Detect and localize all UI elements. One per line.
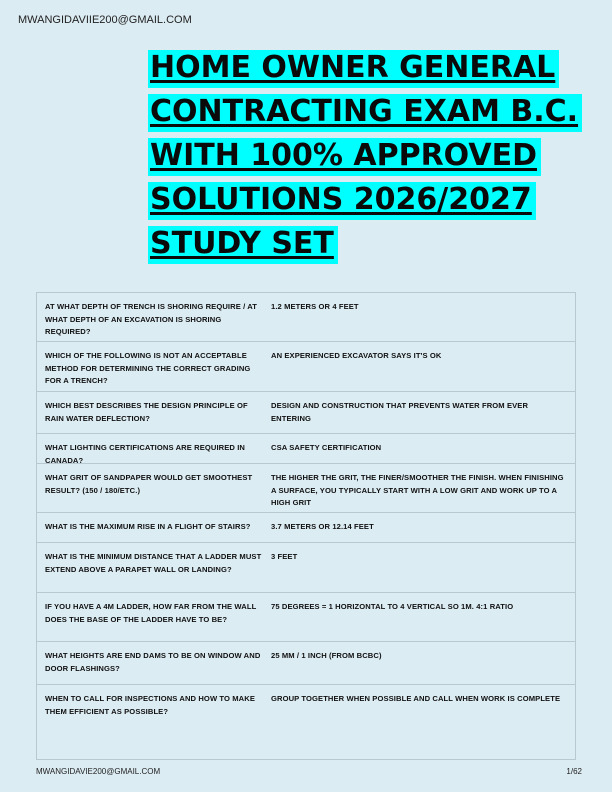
qa-row xyxy=(37,593,575,642)
question-cell: WHAT HEIGHTS ARE END DAMS TO BE ON WINDOW AND DOOR FLASHINGS? xyxy=(45,651,261,673)
header-email: MWANGIDAVIIE200@GMAIL.COM xyxy=(18,14,192,26)
qa-row xyxy=(37,293,575,342)
question-cell: WHICH OF THE FOLLOWING IS NOT AN ACCEPTABLE METHOD FOR DETERMINING THE CORRECT GRADING FOR A TRENCH? xyxy=(45,351,251,385)
footer-email: MWANGIDAVIE200@GMAIL.COM xyxy=(36,767,161,776)
question-cell: WHICH BEST DESCRIBES THE DESIGN PRINCIPLE OF RAIN WATER DEFLECTION? xyxy=(45,401,248,423)
qa-row xyxy=(37,434,575,464)
title-line-4: SOLUTIONS 2026/2027 xyxy=(148,182,536,220)
qa-row xyxy=(37,464,575,513)
answer-cell: THE HIGHER THE GRIT, THE FINER/SMOOTHER THE FINISH. WHEN FINISHING A SURFACE, YOU TYPICALLY START WITH A LOW GRIT AND WORK UP TO A HIGH GRIT xyxy=(271,473,564,507)
title-line-3: WITH 100% APPROVED xyxy=(148,138,541,176)
question-cell: WHAT GRIT OF SANDPAPER WOULD GET SMOOTHEST RESULT? (150 / 180/ETC.) xyxy=(45,473,253,495)
question-cell: WHEN TO CALL FOR INSPECTIONS AND HOW TO MAKE THEM EFFICIENT AS POSSIBLE? xyxy=(45,694,255,716)
qa-table xyxy=(36,292,576,760)
question-cell: WHAT LIGHTING CERTIFICATIONS ARE REQUIRED IN CANADA? xyxy=(45,443,246,465)
qa-row xyxy=(37,513,575,543)
answer-cell: 3.7 METERS OR 12.14 FEET xyxy=(271,522,374,531)
answer-cell: 75 DEGREES = 1 HORIZONTAL TO 4 VERTICAL SO 1M. 4:1 RATIO xyxy=(271,602,514,611)
answer-cell: GROUP TOGETHER WHEN POSSIBLE AND CALL WHEN WORK IS COMPLETE xyxy=(271,694,561,703)
document-title xyxy=(148,50,588,270)
title-line-2: CONTRACTING EXAM B.C. xyxy=(148,94,582,132)
question-cell: WHAT IS THE MAXIMUM RISE IN A FLIGHT OF STAIRS? xyxy=(45,522,251,531)
answer-cell: 3 FEET xyxy=(271,552,298,561)
qa-row xyxy=(37,642,575,685)
answer-cell: 1.2 METERS OR 4 FEET xyxy=(271,302,359,311)
qa-row xyxy=(37,685,575,759)
qa-row xyxy=(37,342,575,392)
question-cell: AT WHAT DEPTH OF TRENCH IS SHORING REQUIRE / AT WHAT DEPTH OF AN EXCAVATION IS SHORING REQUIRED? xyxy=(45,302,257,336)
answer-cell: 25 MM / 1 INCH (FROM BCBC) xyxy=(271,651,382,660)
page-number: 1/62 xyxy=(566,767,582,776)
answer-cell: CSA SAFETY CERTIFICATION xyxy=(271,443,382,452)
answer-cell: AN EXPERIENCED EXCAVATOR SAYS IT'S OK xyxy=(271,351,442,360)
question-cell: IF YOU HAVE A 4M LADDER, HOW FAR FROM THE WALL DOES THE BASE OF THE LADDER HAVE TO BE? xyxy=(45,602,257,624)
title-line-1: HOME OWNER GENERAL xyxy=(148,50,559,88)
qa-row xyxy=(37,392,575,434)
title-line-5: STUDY SET xyxy=(148,226,338,264)
qa-row xyxy=(37,543,575,593)
question-cell: WHAT IS THE MINIMUM DISTANCE THAT A LADDER MUST EXTEND ABOVE A PARAPET WALL OR LANDING? xyxy=(45,552,262,574)
answer-cell: DESIGN AND CONSTRUCTION THAT PREVENTS WATER FROM EVER ENTERING xyxy=(271,401,529,423)
